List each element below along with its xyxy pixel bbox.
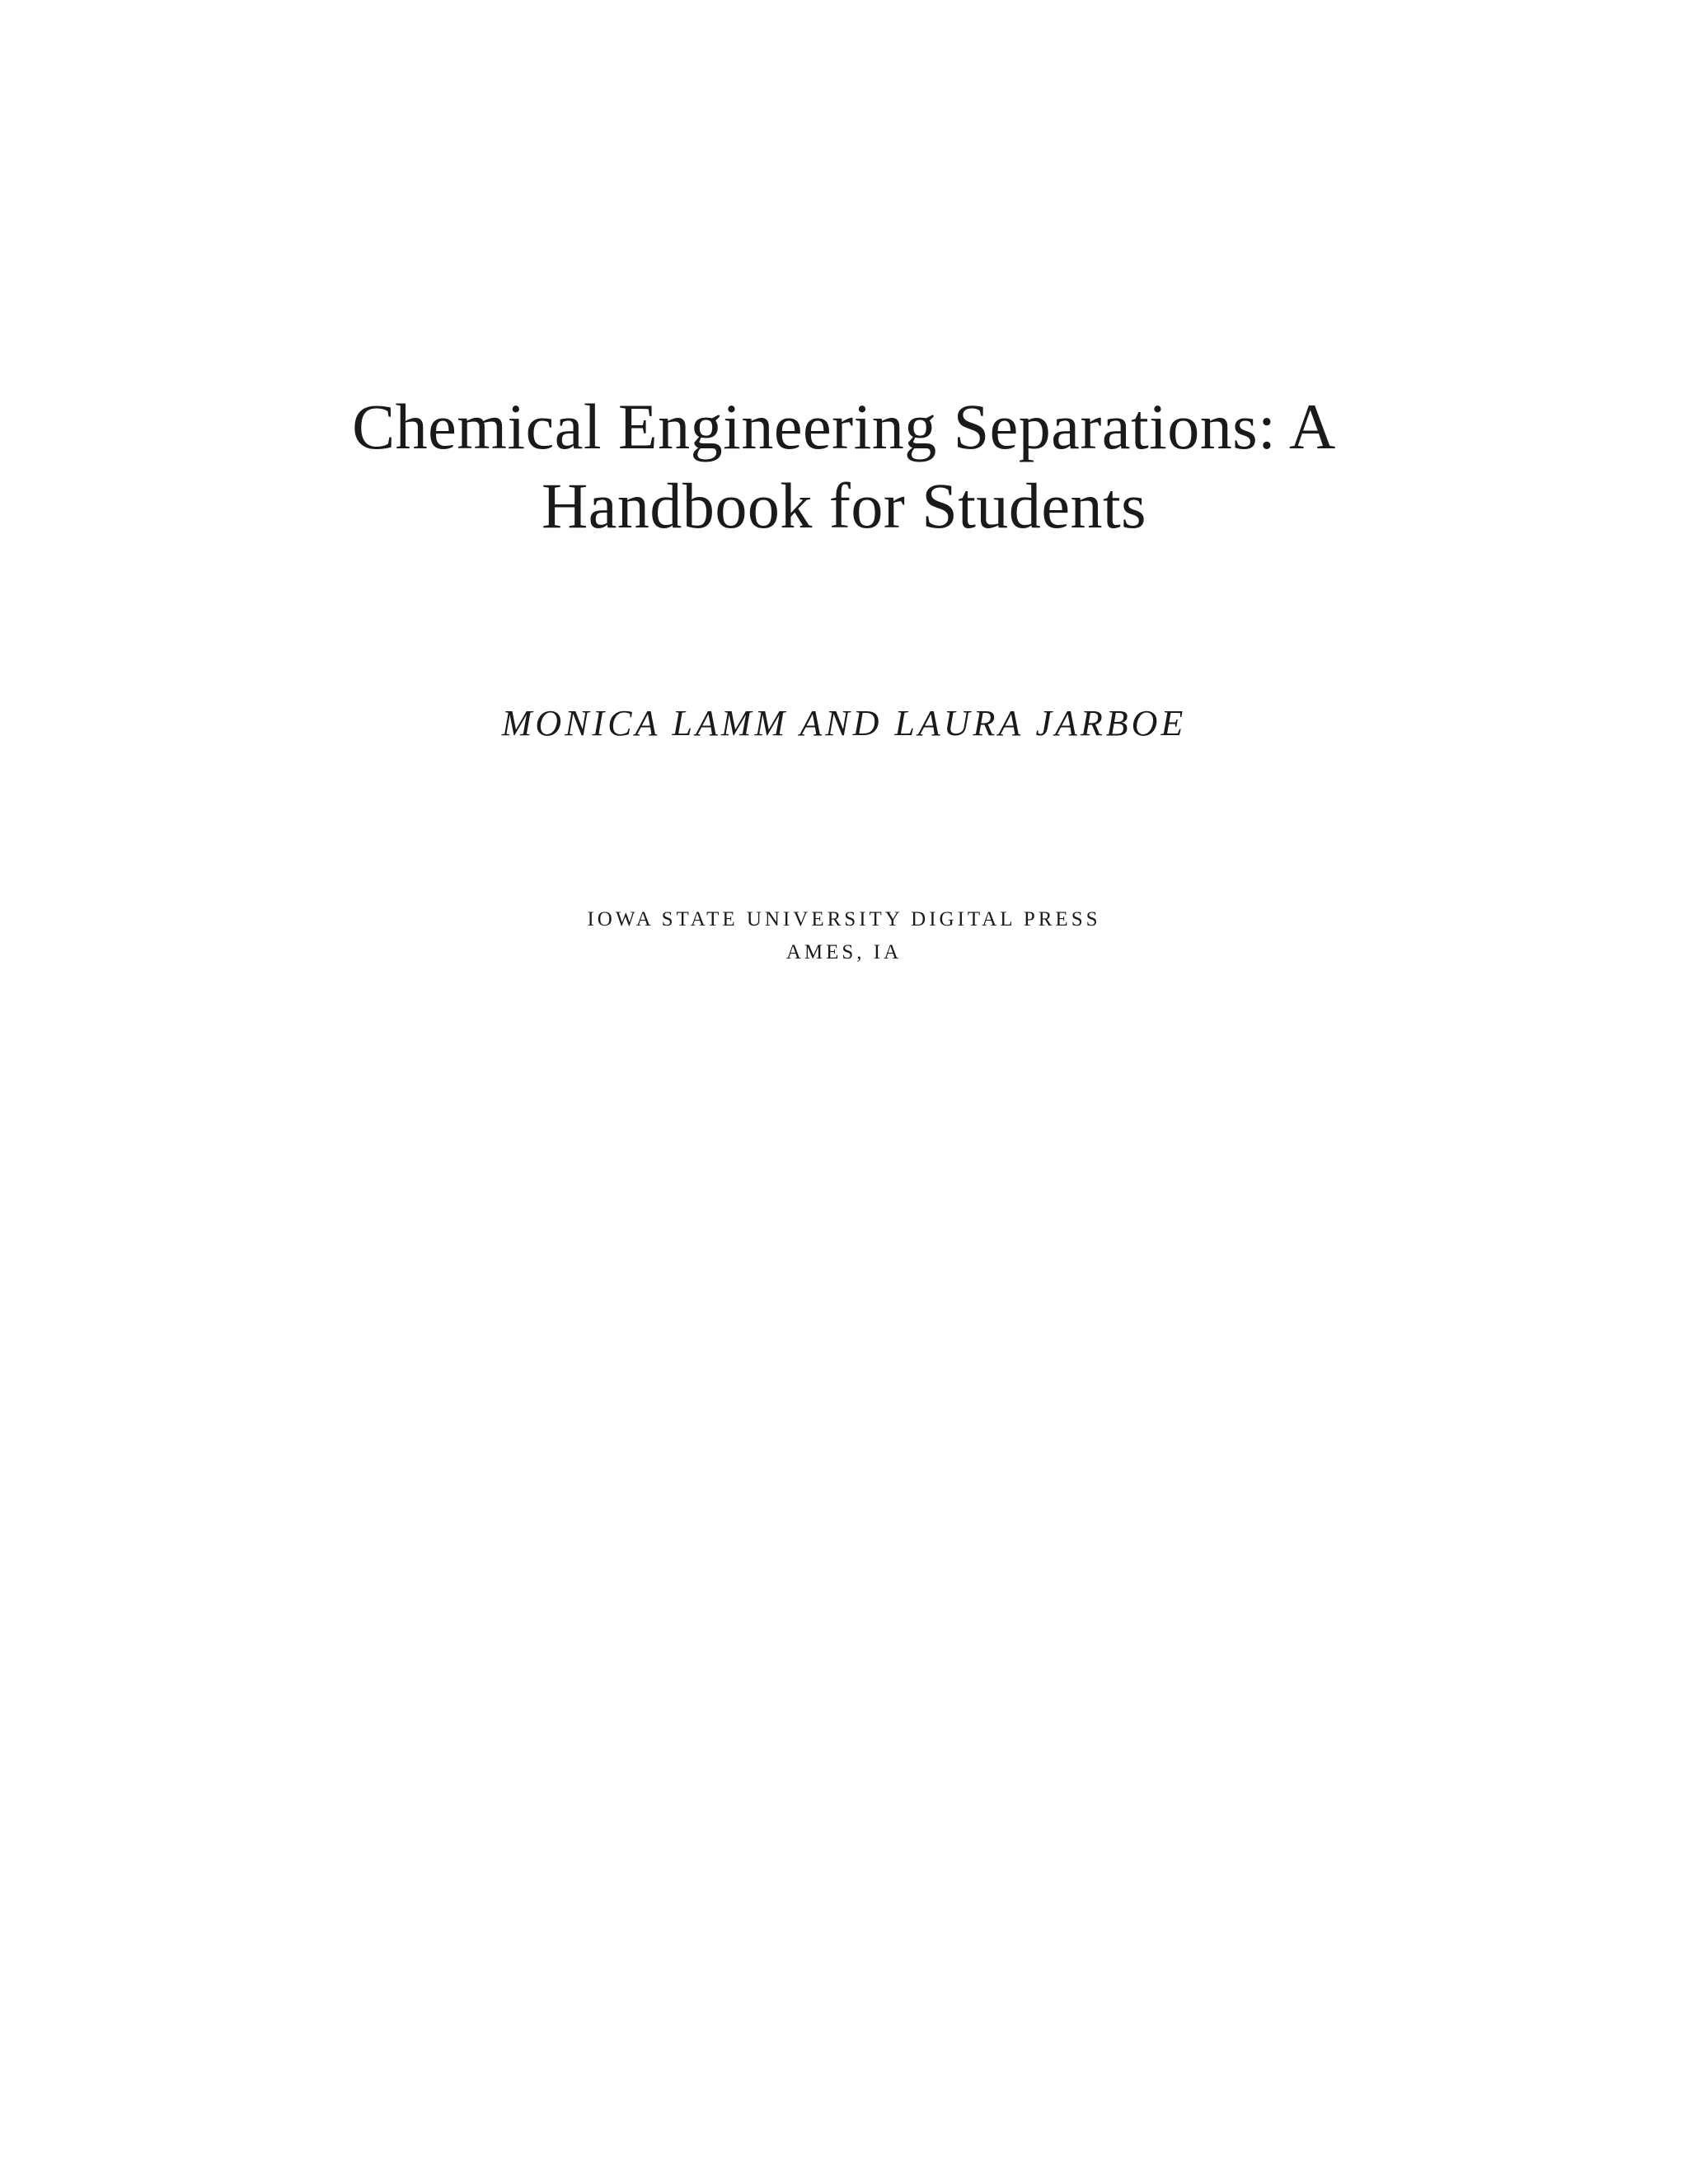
book-title-line-1: Chemical Engineering Separations: A <box>352 391 1336 462</box>
book-authors: MONICA LAMM AND LAURA JARBOE <box>501 703 1187 743</box>
publisher-location: AMES, IA <box>785 941 903 963</box>
book-title <box>0 387 1688 546</box>
book-title-line-2: Handbook for Students <box>541 470 1147 541</box>
publisher-info <box>0 903 1688 969</box>
publisher-name: IOWA STATE UNIVERSITY DIGITAL PRESS <box>587 908 1101 930</box>
